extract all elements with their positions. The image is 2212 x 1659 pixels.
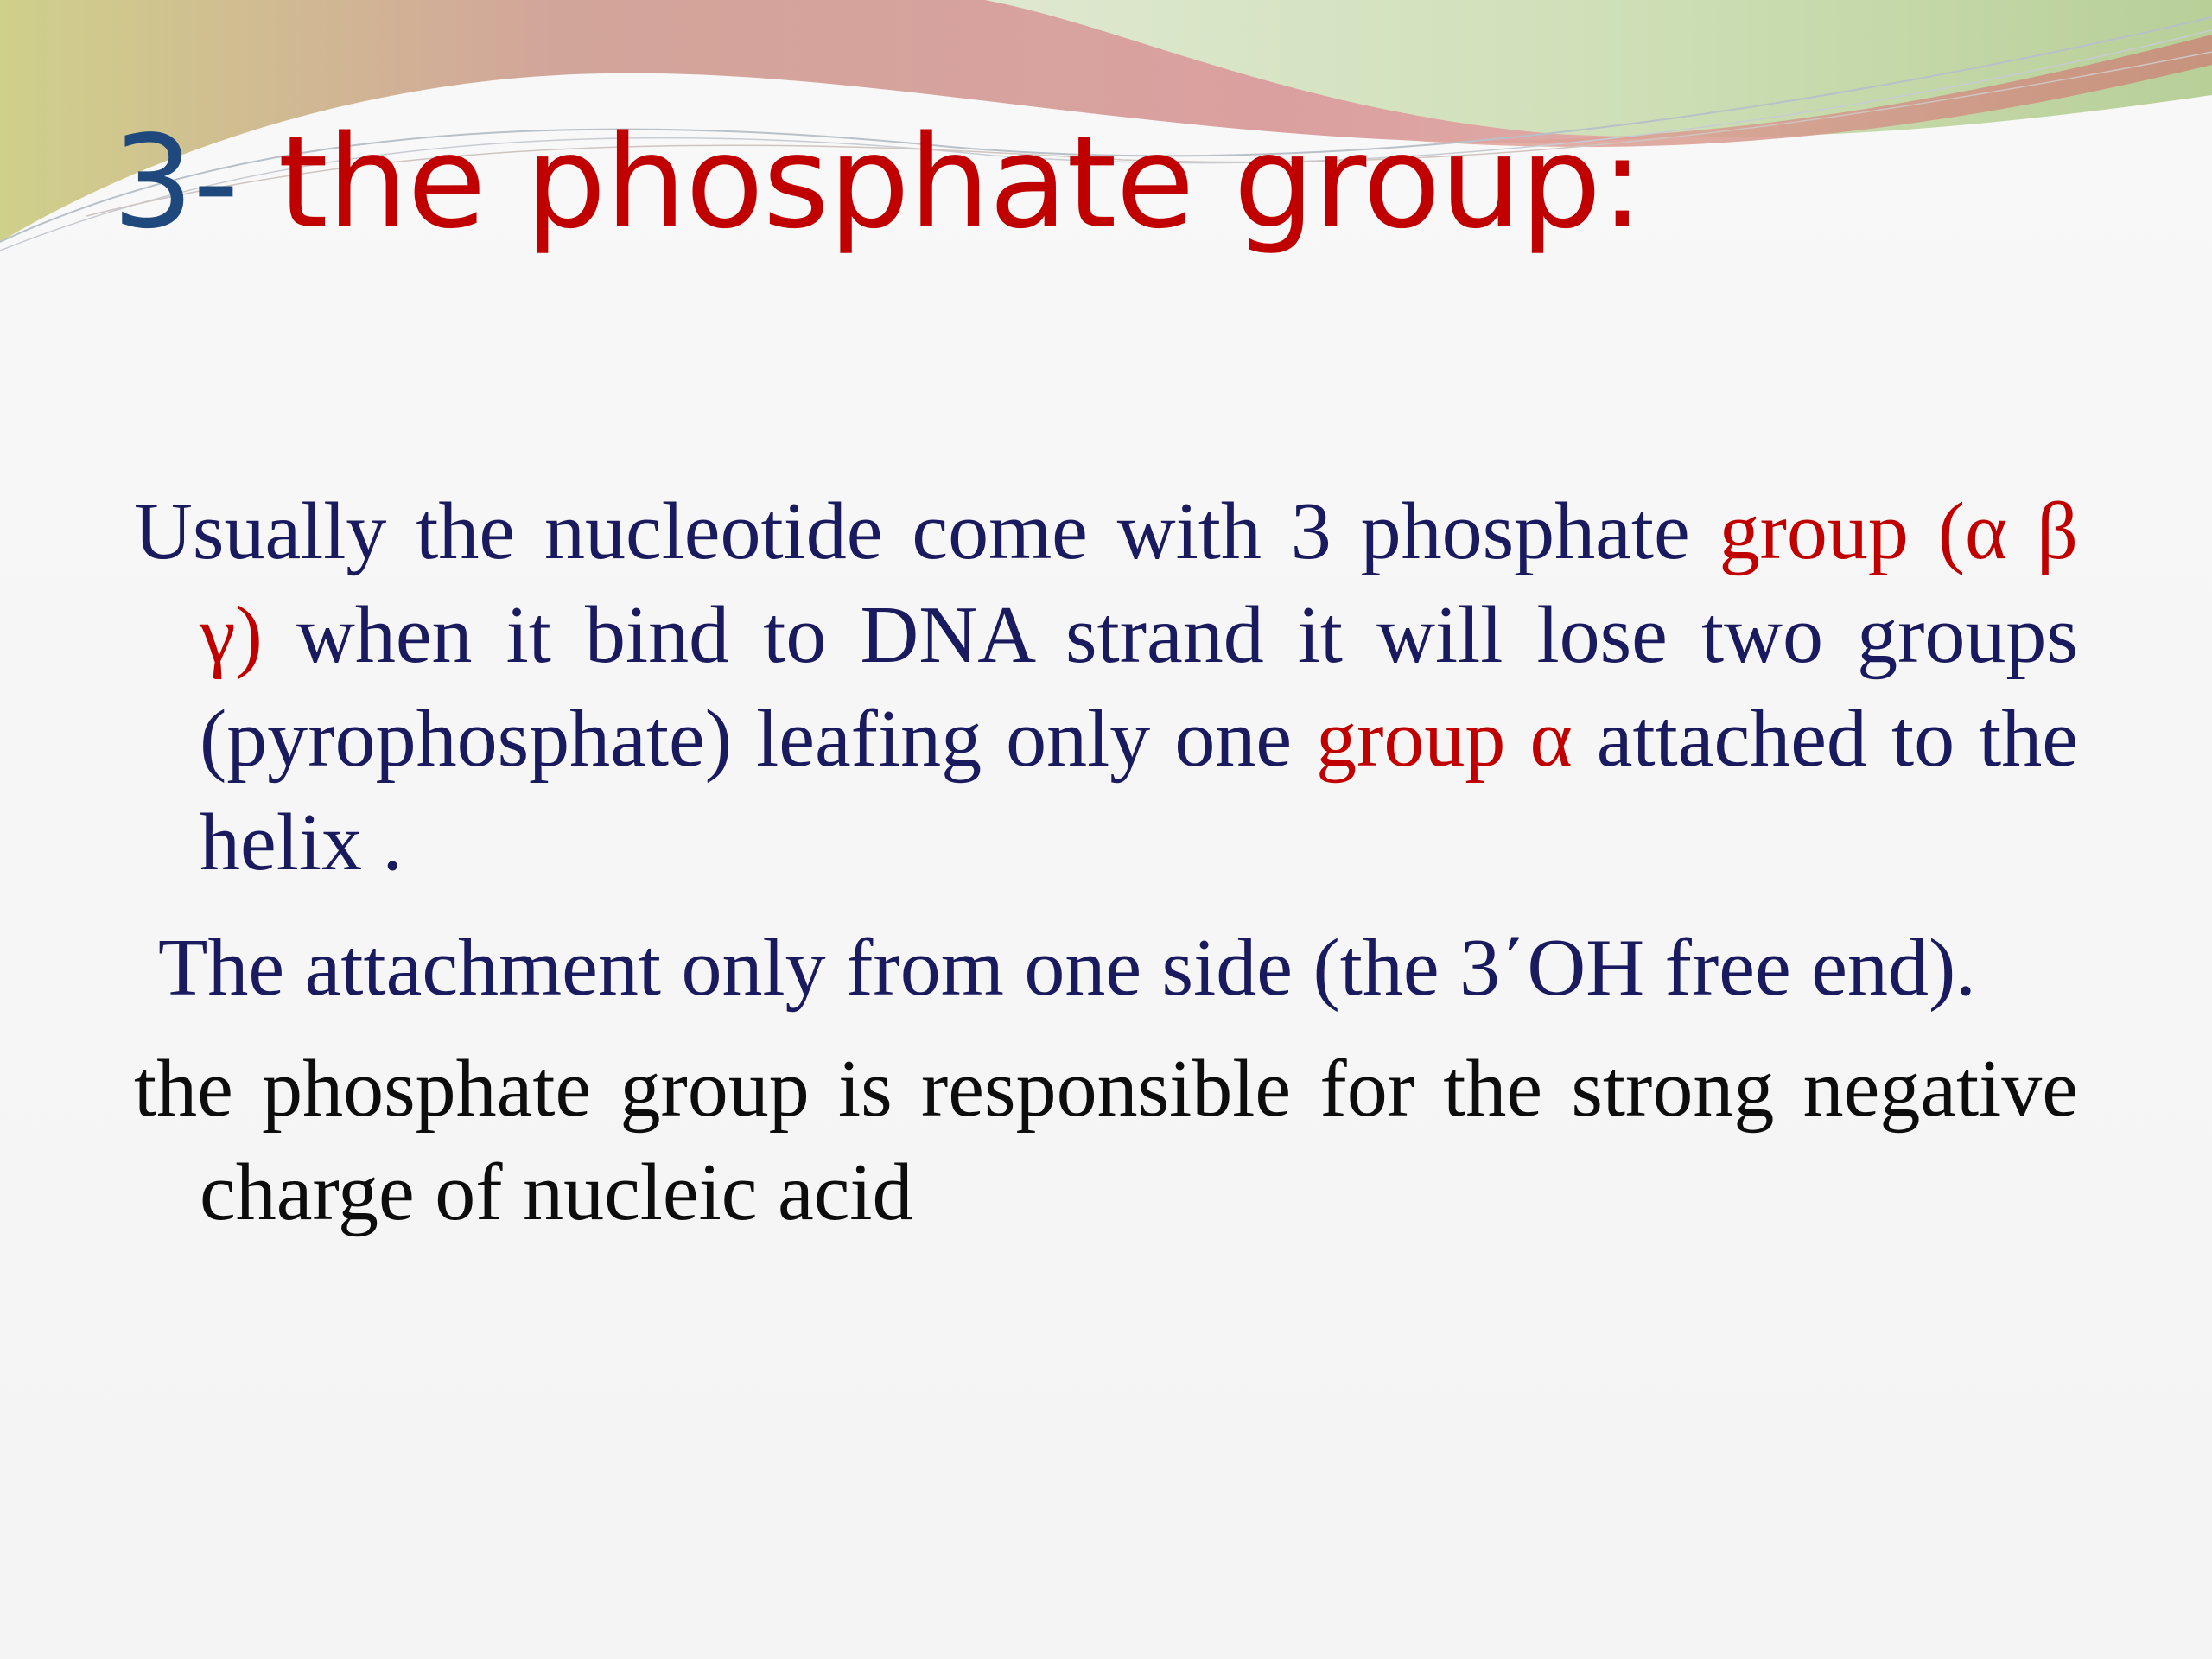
paragraph-negative-charge [134,1037,2078,1244]
highlight-segment: group (α β γ) [200,486,2078,680]
paragraph-attachment [134,916,2078,1020]
title-number: 3- [112,108,238,257]
slide-title [112,108,1643,257]
text-segment: when it bind to DNA strand it will lose two groups (pyrophosphate) leafing only one [200,590,2078,784]
slide-body [134,480,2078,1244]
title-text: the phosphate group: [238,108,1643,257]
text-segment: attached to the helix . [200,694,2078,887]
text-segment: The attachment only from one side (the 3΄OH free end). [158,923,1976,1013]
highlight-segment: group α [1316,694,1573,784]
paragraph-nucleotide-phosphates [134,480,2078,894]
text-segment: Usually the nucleotide come with 3 phosphate [134,486,1719,576]
text-segment: the phosphate group is responsible for the strong negative charge of nucleic acid [134,1044,2078,1237]
